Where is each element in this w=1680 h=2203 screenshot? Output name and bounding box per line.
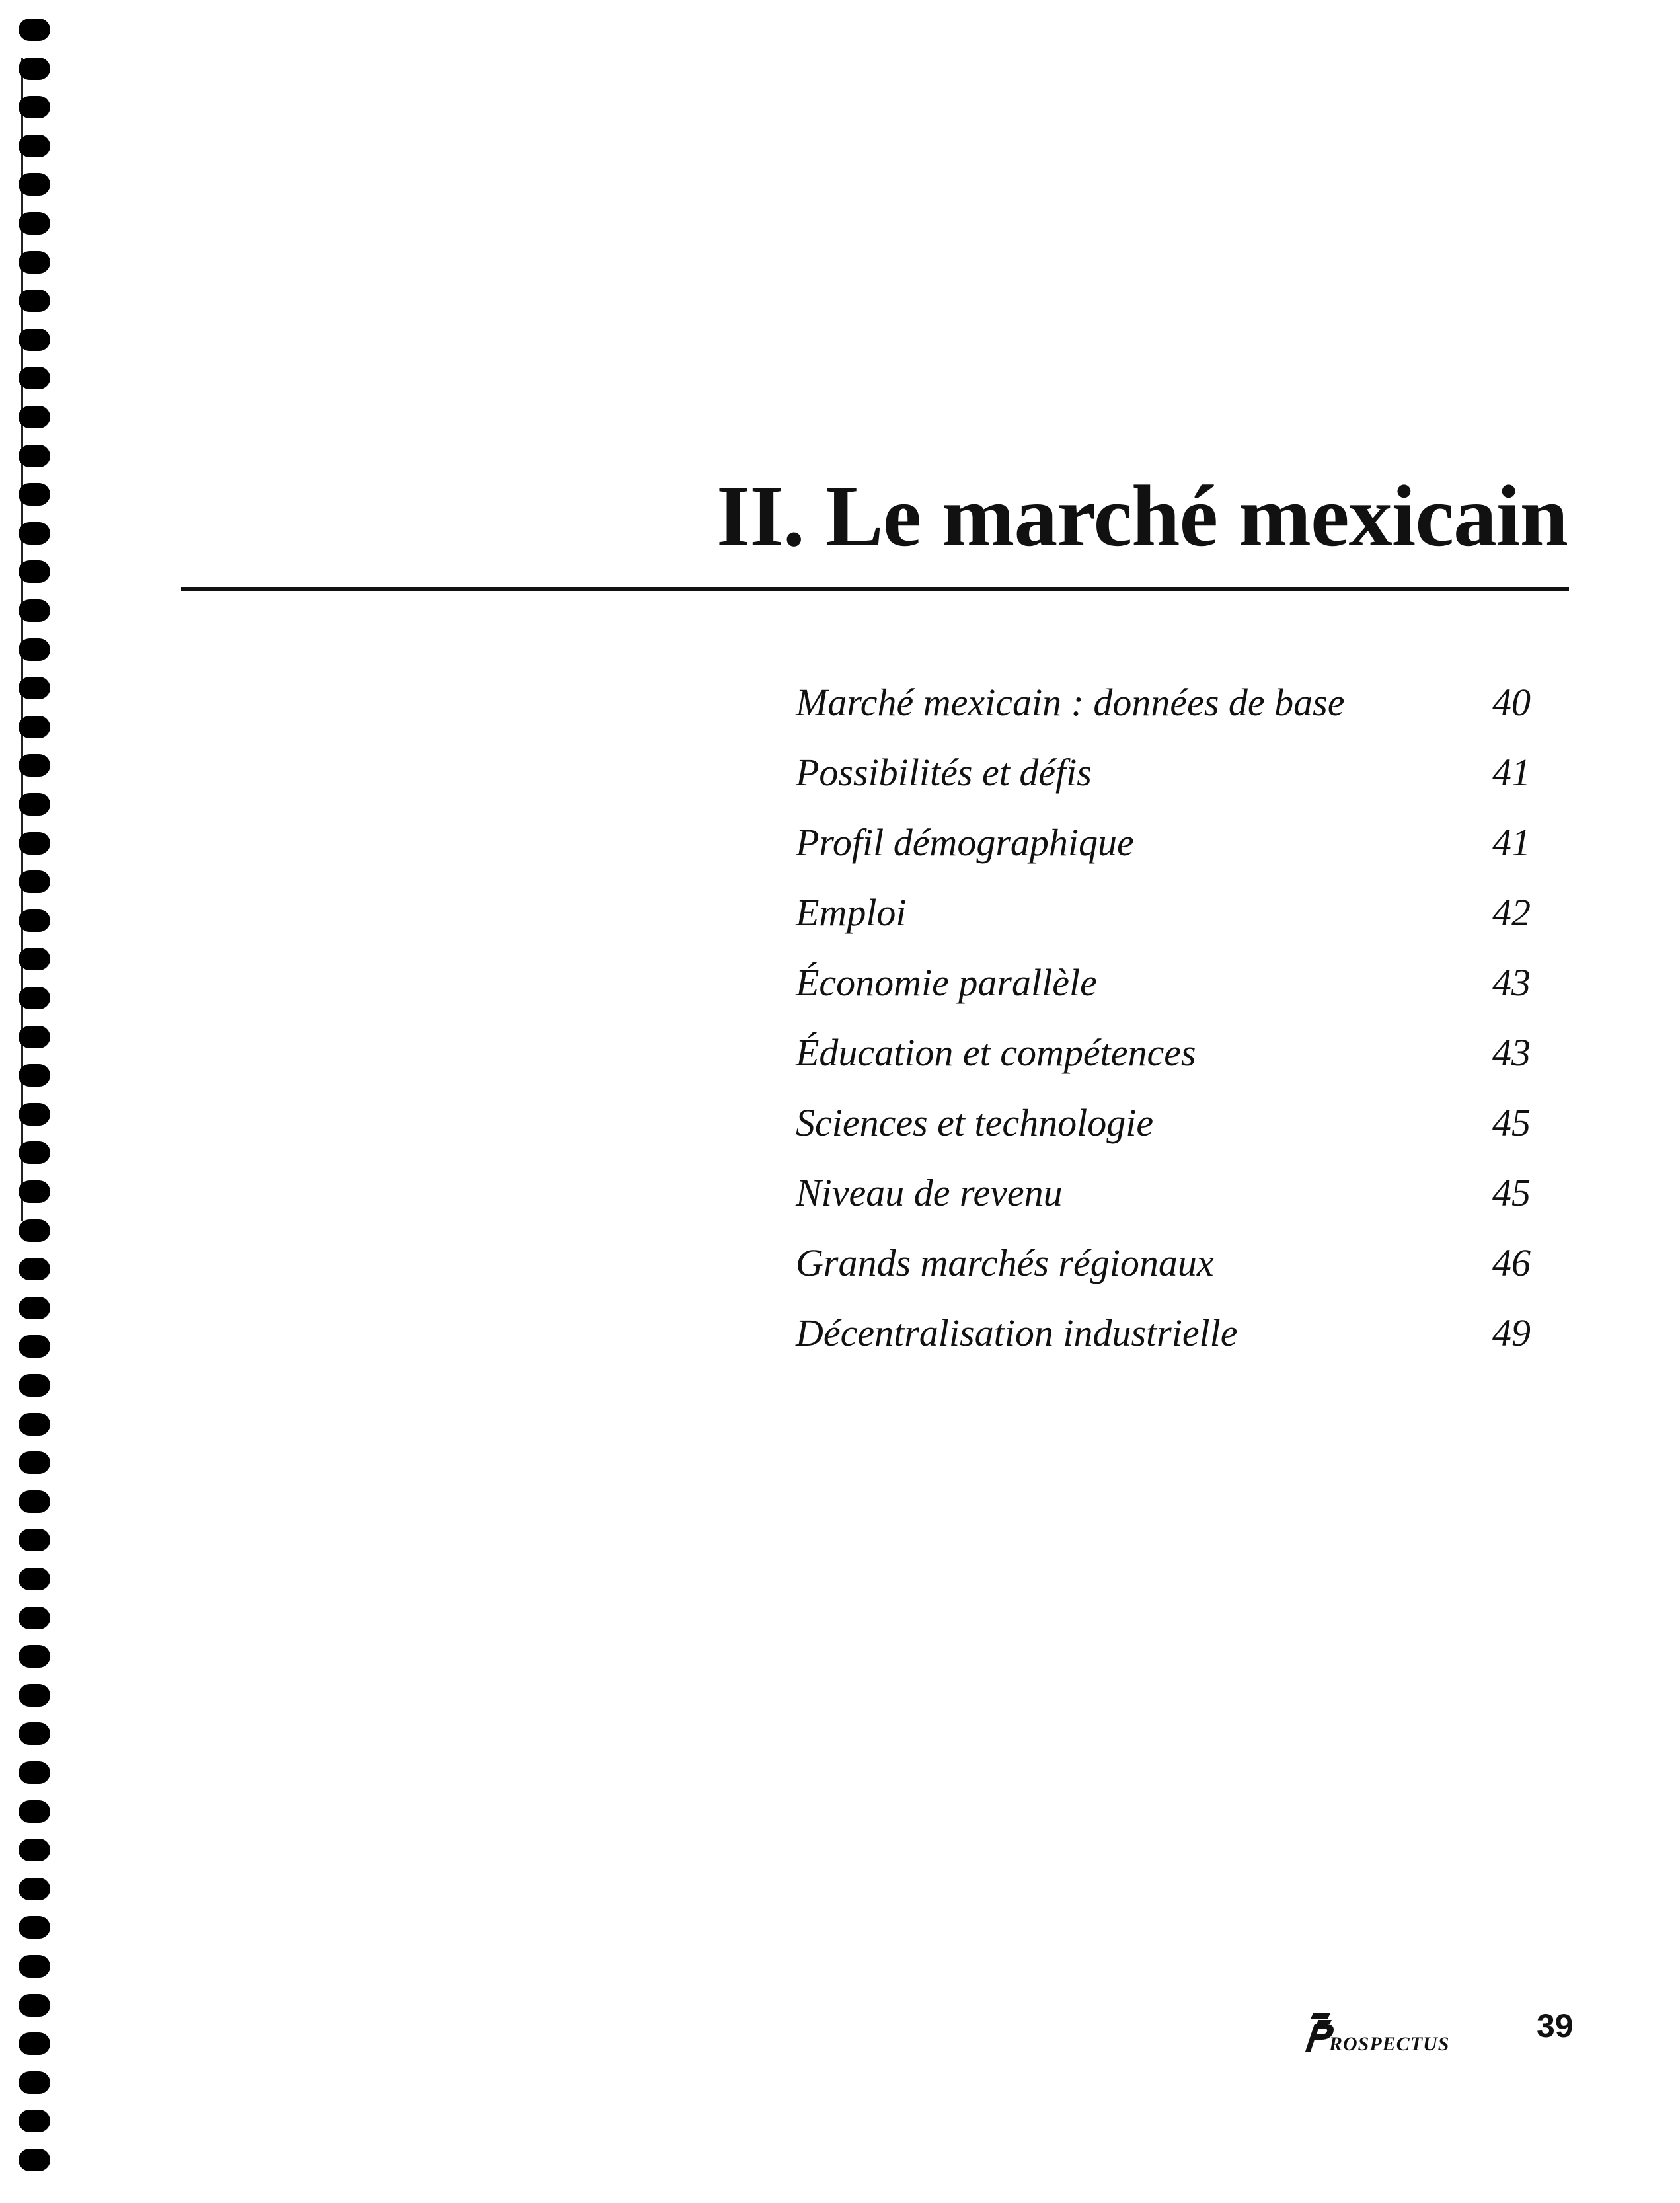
binding-hole [19, 948, 50, 970]
binding-hole [19, 1800, 50, 1823]
binding-hole [19, 406, 50, 428]
binding-hole [19, 1413, 50, 1436]
binding-hole [19, 1219, 50, 1242]
binding-hole [19, 96, 50, 118]
binding-hole [19, 1374, 50, 1397]
toc-entry [796, 738, 1531, 808]
toc-entry-page: 49 [1492, 1311, 1531, 1354]
binding-hole [19, 560, 50, 583]
toc-entry-page: 46 [1492, 1241, 1531, 1284]
binding-hole [19, 2032, 50, 2055]
binding-hole [19, 251, 50, 274]
toc-entry-page: 42 [1492, 891, 1531, 934]
toc-entry-page: 45 [1492, 1171, 1531, 1214]
binding-hole [19, 1451, 50, 1474]
binding-hole [19, 987, 50, 1009]
binding-hole [19, 1916, 50, 1939]
toc-entry [796, 1158, 1531, 1228]
toc-entry-page: 41 [1492, 751, 1531, 794]
binding-hole [19, 445, 50, 467]
binding-hole [19, 2071, 50, 2094]
binding-hole [19, 1878, 50, 1900]
toc-entry [796, 1228, 1531, 1298]
toc-entry-page: 43 [1492, 1031, 1531, 1074]
toc-entry-label: Sciences et technologie [796, 1101, 1154, 1144]
toc-entry-page: 41 [1492, 821, 1531, 864]
title-underline-rule [181, 587, 1569, 591]
table-of-contents [796, 668, 1531, 1368]
toc-entry-page: 43 [1492, 961, 1531, 1004]
binding-hole [19, 870, 50, 893]
binding-hole [19, 1994, 50, 2017]
toc-entry-page: 45 [1492, 1101, 1531, 1144]
binding-hole [19, 1839, 50, 1861]
binding-hole [19, 599, 50, 622]
binding-hole [19, 1103, 50, 1126]
toc-entry-label: Éducation et compétences [796, 1031, 1196, 1074]
chapter-title: II. Le marché mexicain [716, 467, 1568, 564]
binding-hole [19, 1335, 50, 1358]
binding-hole [19, 1297, 50, 1319]
binding-hole [19, 2149, 50, 2171]
binding-hole [19, 1955, 50, 1978]
svg-text:ROSPECTUS: ROSPECTUS [1329, 2033, 1450, 2054]
toc-entry [796, 948, 1531, 1018]
binding-hole [19, 1064, 50, 1087]
binding-hole [19, 173, 50, 196]
binding-hole [19, 1722, 50, 1745]
binding-hole [19, 19, 50, 41]
binding-hole [19, 1180, 50, 1203]
binding-hole [19, 58, 50, 80]
binding-hole [19, 367, 50, 389]
binding-hole [19, 1607, 50, 1629]
binding-hole [19, 290, 50, 312]
binding-hole [19, 638, 50, 661]
spiral-binding [19, 19, 53, 2193]
toc-entry-label: Profil démographique [796, 821, 1134, 864]
toc-entry [796, 668, 1531, 738]
toc-entry [796, 1088, 1531, 1158]
binding-hole [19, 1490, 50, 1513]
toc-entry-label: Possibilités et défis [796, 751, 1092, 794]
toc-entry-label: Économie parallèle [796, 961, 1097, 1004]
binding-hole [19, 212, 50, 235]
toc-entry [796, 1018, 1531, 1088]
binding-hole [19, 1026, 50, 1048]
binding-hole [19, 483, 50, 506]
binding-hole [19, 1141, 50, 1164]
binding-hole [19, 716, 50, 738]
binding-hole [19, 522, 50, 545]
binding-hole [19, 754, 50, 777]
toc-entry [796, 878, 1531, 948]
binding-hole [19, 1761, 50, 1784]
binding-hole [19, 1258, 50, 1280]
toc-entry-label: Niveau de revenu [796, 1171, 1063, 1214]
toc-entry-page: 40 [1492, 681, 1531, 724]
binding-hole [19, 135, 50, 157]
toc-entry [796, 808, 1531, 878]
binding-hole [19, 909, 50, 932]
binding-hole [19, 1645, 50, 1668]
toc-entry-label: Emploi [796, 891, 907, 934]
toc-entry-label: Décentralisation industrielle [796, 1311, 1238, 1354]
binding-hole [19, 677, 50, 699]
binding-hole [19, 793, 50, 816]
page-number: 39 [1537, 2007, 1574, 2044]
prospectus-logo [1299, 2011, 1454, 2054]
binding-hole [19, 1568, 50, 1590]
binding-hole [19, 2110, 50, 2132]
binding-hole [19, 832, 50, 855]
binding-hole [19, 329, 50, 351]
toc-entry [796, 1298, 1531, 1368]
binding-hole [19, 1529, 50, 1551]
toc-entry-label: Grands marchés régionaux [796, 1241, 1214, 1284]
binding-hole [19, 1684, 50, 1707]
toc-entry-label: Marché mexicain : données de base [796, 681, 1345, 724]
